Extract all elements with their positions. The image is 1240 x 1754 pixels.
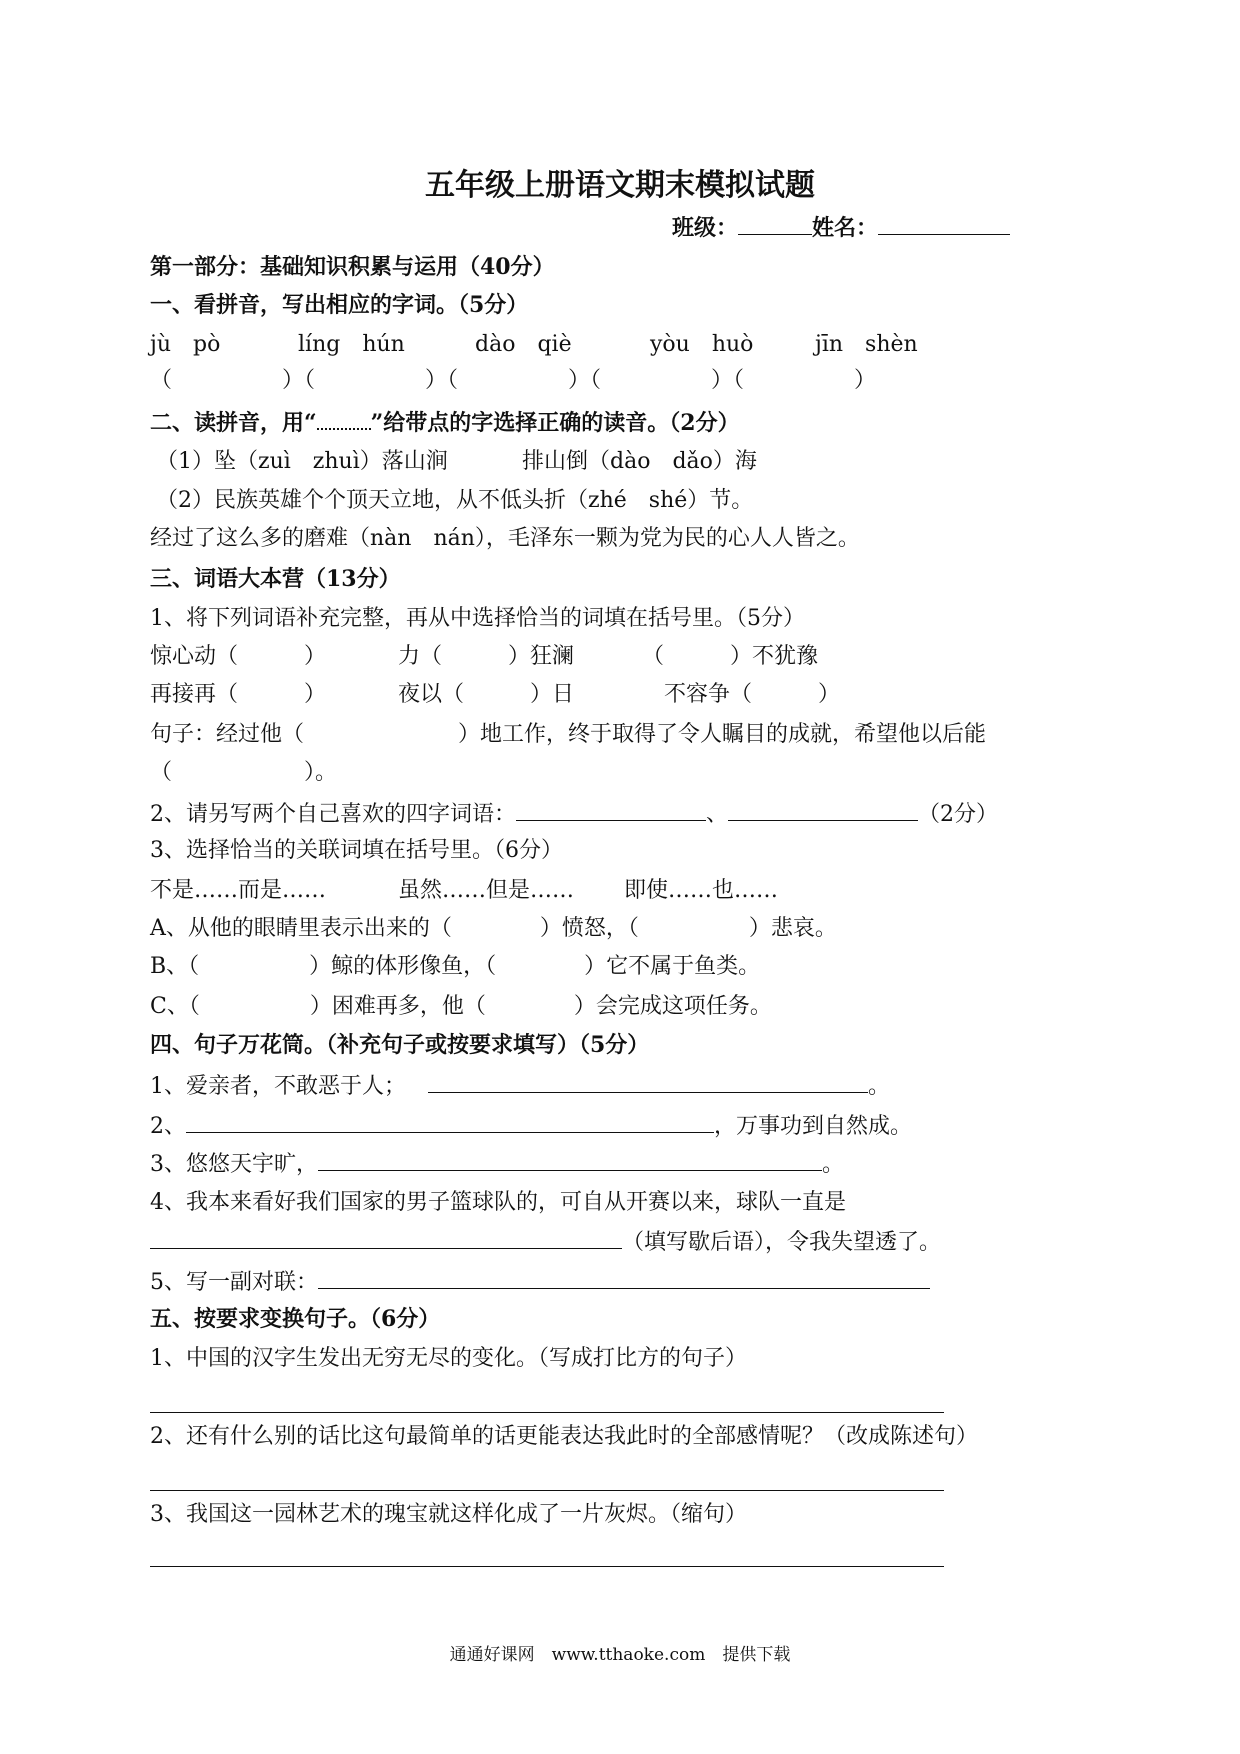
q2-item-1b: 排山倒（dào dǎo）海 [522, 449, 757, 474]
q1-answer-row[interactable]: （ ）（ ）（ ）（ ）（ ） [150, 368, 877, 393]
q4-item-4a: 4、我本来看好我们国家的男子篮球队的，可自从开赛以来，球队一直是 [150, 1190, 846, 1215]
q3-word-1a[interactable]: 惊心动（ ） [150, 644, 327, 669]
q2-item-1a: （1）坠（zuì zhuì）落山涧 [156, 449, 448, 474]
q5-answer-line-2[interactable] [150, 1490, 944, 1491]
q4-blank-3[interactable] [318, 1148, 822, 1171]
q5-heading: 五、按要求变换句子。（6分） [150, 1306, 441, 1332]
q5-answer-line-3[interactable] [150, 1566, 944, 1567]
dotted-mark-sample [317, 408, 371, 430]
q4-blank-2[interactable] [186, 1110, 714, 1133]
pinyin-5: jīn shèn [815, 332, 918, 357]
conj-option-1: 不是……而是…… [150, 878, 327, 903]
q3-sub1: 1、将下列词语补充完整，再从中选择恰当的词填在括号里。（5分） [150, 606, 805, 631]
pinyin-2: líng hún [298, 332, 405, 357]
q4-item-3-text: 3、悠悠天宇旷， [150, 1152, 318, 1177]
q2-item-2: （2）民族英雄个个顶天立地，从不低头折（zhé shé）节。 [156, 488, 754, 513]
q3-item-b[interactable]: B、（ ）鲸的体形像鱼，（ ）它不属于鱼类。 [150, 954, 761, 979]
conj-option-3: 即使……也…… [624, 878, 779, 903]
page-title: 五年级上册语文期末模拟试题 [425, 168, 815, 203]
q4-item-5-text: 5、写一副对联： [150, 1270, 318, 1295]
name-blank[interactable] [878, 212, 1010, 235]
q4-item-2-text: ，万事功到自然成。 [714, 1114, 913, 1139]
q3-word-2c[interactable]: 不容争（ ） [664, 682, 841, 707]
q3-item-a[interactable]: A、从他的眼睛里表示出来的（ ）愤怒，（ ）悲哀。 [150, 916, 837, 941]
conj-option-2: 虽然……但是…… [398, 878, 575, 903]
class-name-header [672, 212, 1010, 243]
q2-heading [150, 408, 740, 438]
q5-item-2: 2、还有什么别的话比这句最简单的话更能表达我此时的全部感情呢？（改成陈述句） [150, 1424, 978, 1449]
q4-item-2 [150, 1110, 912, 1142]
q5-answer-line-1[interactable] [150, 1412, 944, 1413]
q4-heading: 四、句子万花筒。（补充句子或按要求填写）（5分） [150, 1032, 650, 1058]
q2-item-3: 经过了这么多的磨难（nàn nán），毛泽东一颗为党为民的心人人皆之。 [150, 526, 860, 551]
class-blank[interactable] [738, 212, 812, 235]
q4-item-1-text: 1、爱亲者，不敢恶于人； [150, 1074, 406, 1099]
q3-sub3: 3、选择恰当的关联词填在括号里。（6分） [150, 838, 563, 863]
pinyin-3: dào qiè [475, 332, 572, 357]
q3-sub2-sep: 、 [706, 802, 729, 827]
pinyin-4: yòu huò [650, 332, 754, 357]
q3-sentence-line2[interactable]: （ ）。 [150, 760, 338, 785]
q4-blank-4[interactable] [150, 1226, 622, 1249]
q4-blank-5[interactable] [318, 1266, 930, 1289]
idiom-blank-1[interactable] [516, 798, 706, 821]
q4-blank-1[interactable] [428, 1070, 868, 1093]
page-footer: 通通好课网 www.tthaoke.com 提供下载 [449, 1645, 791, 1665]
q3-sentence-line1[interactable]: 句子：经过他（ ）地工作，终于取得了令人瞩目的成就，希望他以后能 [150, 722, 987, 747]
q3-word-2b[interactable]: 夜以（ ）日 [398, 682, 575, 707]
name-label: 姓名： [812, 215, 879, 241]
q4-item-2-num: 2、 [150, 1114, 186, 1139]
q2-heading-post: ”给带点的字选择正确的读音。（2分） [370, 410, 740, 436]
q4-item-5 [150, 1266, 930, 1298]
idiom-blank-2[interactable] [728, 798, 918, 821]
q3-heading: 三、词语大本营（13分） [150, 566, 401, 592]
q4-item-3-end: 。 [822, 1152, 845, 1177]
q5-item-1: 1、中国的汉字生发出无穷无尽的变化。（写成打比方的句子） [150, 1346, 747, 1371]
part1-heading: 第一部分：基础知识积累与运用（40分） [150, 254, 555, 280]
q4-item-4-text: （填写歇后语），令我失望透了。 [622, 1230, 942, 1255]
q3-word-1b[interactable]: 力（ ）狂澜 [398, 644, 575, 669]
q3-sub2-label: 2、请另写两个自己喜欢的四字词语： [150, 802, 516, 827]
q3-sub2 [150, 798, 998, 830]
q5-item-3: 3、我国这一园林艺术的瑰宝就这样化成了一片灰烬。（缩句） [150, 1502, 747, 1527]
q3-word-2a[interactable]: 再接再（ ） [150, 682, 327, 707]
q1-heading: 一、看拼音，写出相应的字词。（5分） [150, 292, 529, 318]
q4-item-1 [150, 1070, 890, 1102]
class-label: 班级： [672, 215, 739, 241]
q3-word-1c[interactable]: （ ）不犹豫 [642, 644, 819, 669]
q4-item-3 [150, 1148, 844, 1180]
q2-heading-pre: 二、读拼音，用“ [150, 410, 317, 436]
q3-item-c[interactable]: C、（ ）困难再多，他（ ）会完成这项任务。 [150, 994, 772, 1019]
pinyin-1: jù pò [150, 332, 221, 357]
q3-sub2-score: （2分） [918, 802, 999, 827]
q4-item-1-end: 。 [868, 1074, 891, 1099]
q4-item-4b [150, 1226, 941, 1258]
